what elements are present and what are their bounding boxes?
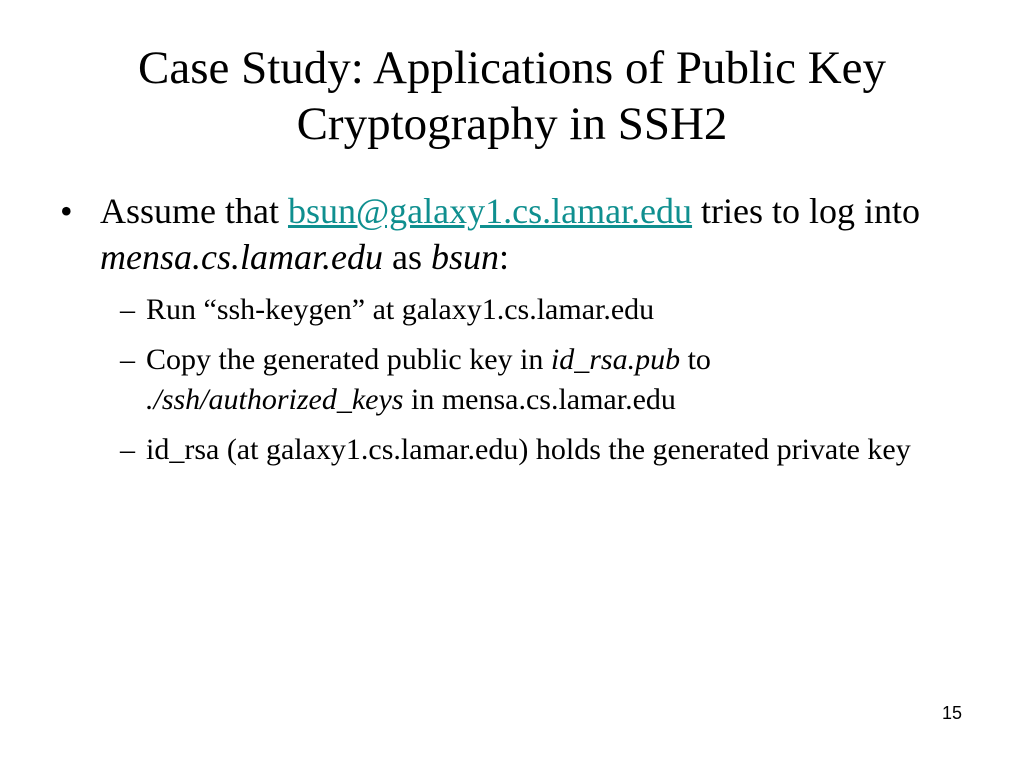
sub-item-text-pre: Copy the generated public key in	[146, 343, 551, 376]
sub-item-text-mid: to	[680, 343, 711, 376]
slide-title	[60, 40, 964, 152]
slide-body	[60, 188, 960, 470]
main-bullet	[60, 188, 960, 280]
sub-item-copy-key	[60, 340, 960, 420]
page-number: 15	[941, 703, 962, 723]
authorized-keys-file: ./ssh/authorized_keys	[146, 383, 404, 416]
dash-icon: –	[120, 433, 135, 466]
bullet-text-pre: Assume that	[100, 191, 288, 231]
bullet-text-end: :	[499, 237, 510, 277]
dash-icon: –	[120, 343, 135, 376]
title-line-1: Case Study: Applications of Public Key	[137, 42, 887, 94]
user-name: bsun	[430, 237, 499, 277]
sub-item-private-key	[60, 430, 960, 470]
host-name: mensa.cs.lamar.edu	[100, 237, 383, 277]
dash-icon: –	[120, 293, 135, 326]
title-line-2: Cryptography in SSH2	[296, 98, 728, 150]
sub-item-text: id_rsa (at galaxy1.cs.lamar.edu) holds the generated private key	[146, 433, 911, 466]
sub-item-keygen	[60, 290, 960, 330]
public-key-file: id_rsa.pub	[550, 343, 681, 376]
bullet-text-mid: tries to log into	[692, 191, 921, 231]
sub-item-text-post: in mensa.cs.lamar.edu	[403, 383, 676, 416]
email-link[interactable]: bsun@galaxy1.cs.lamar.edu	[287, 191, 693, 231]
bullet-text-as: as	[382, 237, 431, 277]
bullet-icon: •	[60, 191, 73, 231]
sub-item-text: Run “ssh-keygen” at galaxy1.cs.lamar.edu	[146, 293, 655, 326]
